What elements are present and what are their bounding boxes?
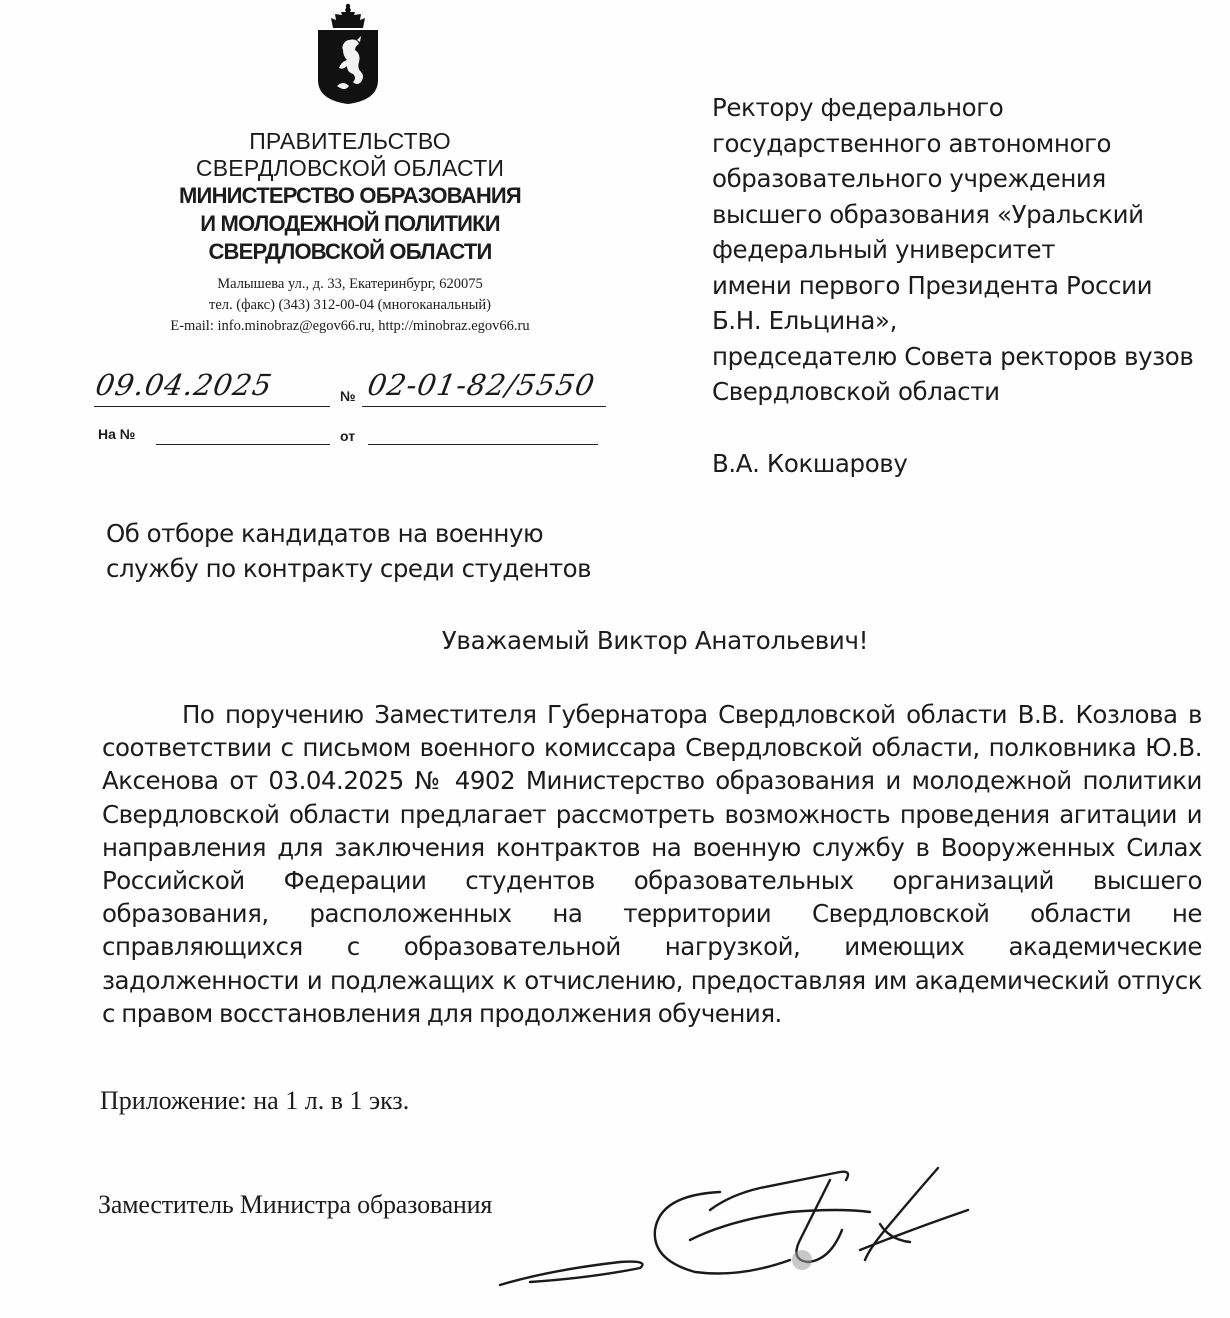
number-label: № [340, 388, 356, 404]
government-line-2: СВЕРДЛОВСКОЙ ОБЛАСТИ [195, 155, 505, 181]
letter-greeting: Уважаемый Виктор Анатольевич! [441, 626, 869, 655]
sender-contacts: E-mail: info.minobraz@egov66.ru, http://minobraz.egov66.ru [170, 318, 530, 334]
letter-number: 02-01-82/5550 [365, 368, 598, 402]
ministry-line-1: МИНИСТЕРСТВО ОБРАЗОВАНИЯ [179, 183, 521, 208]
letter-body: По поручению Заместителя Губернатора Свердловской области В.В. Козлова в соответствии с письмом военного комиссара Свердловской области, полковника Ю.В. Аксенова от 03.04.2025 № 4902 Министерство образования и молодежной политики Свердловской области предлагает рассмотреть возможность проведения агитации и направления для заключения контрактов на военную службу в Вооруженных Силах Российской Федерации студентов образовательных организаций высшего образования, расположенных на территории Свердловской области не справляющихся с образовательной нагрузкой, имеющих академические задолженности и подлежащих к отчислению, предоставляя им академический отпуск с правом восстановления для продолжения обучения. [102, 700, 1202, 1028]
ref-number-underline [156, 444, 330, 445]
ref-number-label: На № [98, 426, 136, 442]
addressee-line: Свердловской области [712, 377, 1000, 406]
ministry-line-3: СВЕРДЛОВСКОЙ ОБЛАСТИ [208, 239, 492, 264]
subject-line-1: Об отборе кандидатов на военную [106, 519, 544, 548]
date-underline [94, 406, 330, 407]
signer-title: Заместитель Министра образования [98, 1190, 493, 1219]
subject-line-2: службу по контракту среди студентов [106, 554, 592, 583]
addressee-line: Б.Н. Ельцина», [712, 306, 897, 335]
addressee-block [712, 90, 1212, 481]
signature-icon [490, 1150, 990, 1310]
letter-subject [106, 516, 646, 586]
registration-block [94, 368, 614, 458]
addressee-line: председателю Совета ректоров вузов [712, 341, 1194, 371]
addressee-line: имени первого Президента России [712, 270, 1153, 300]
addressee-line: Ректору федерального [712, 93, 1004, 122]
government-line-1: ПРАВИТЕЛЬСТВО [249, 128, 451, 154]
number-underline [362, 406, 606, 407]
sender-phone: тел. (факс) (343) 312-00-04 (многоканальный) [209, 297, 491, 313]
sender-address: Малышева ул., д. 33, Екатеринбург, 620075 [217, 276, 483, 292]
coat-of-arms-icon [313, 2, 383, 106]
addressee-line: образовательного учреждения [712, 164, 1106, 193]
addressee-line: федеральный университет [712, 235, 1056, 264]
addressee-line: государственного автономного [712, 128, 1112, 158]
ref-from-underline [368, 444, 598, 445]
addressee-name: В.А. Кокшарову [712, 448, 908, 478]
sender-block [90, 128, 610, 337]
ministry-line-2: И МОЛОДЕЖНОЙ ПОЛИТИКИ [200, 211, 500, 236]
letter-date: 09.04.2025 [93, 368, 276, 402]
attachment-note: Приложение: на 1 л. в 1 экз. [100, 1086, 410, 1115]
addressee-line: высшего образования «Уральский [712, 199, 1144, 229]
ref-from-label: от [340, 428, 356, 444]
